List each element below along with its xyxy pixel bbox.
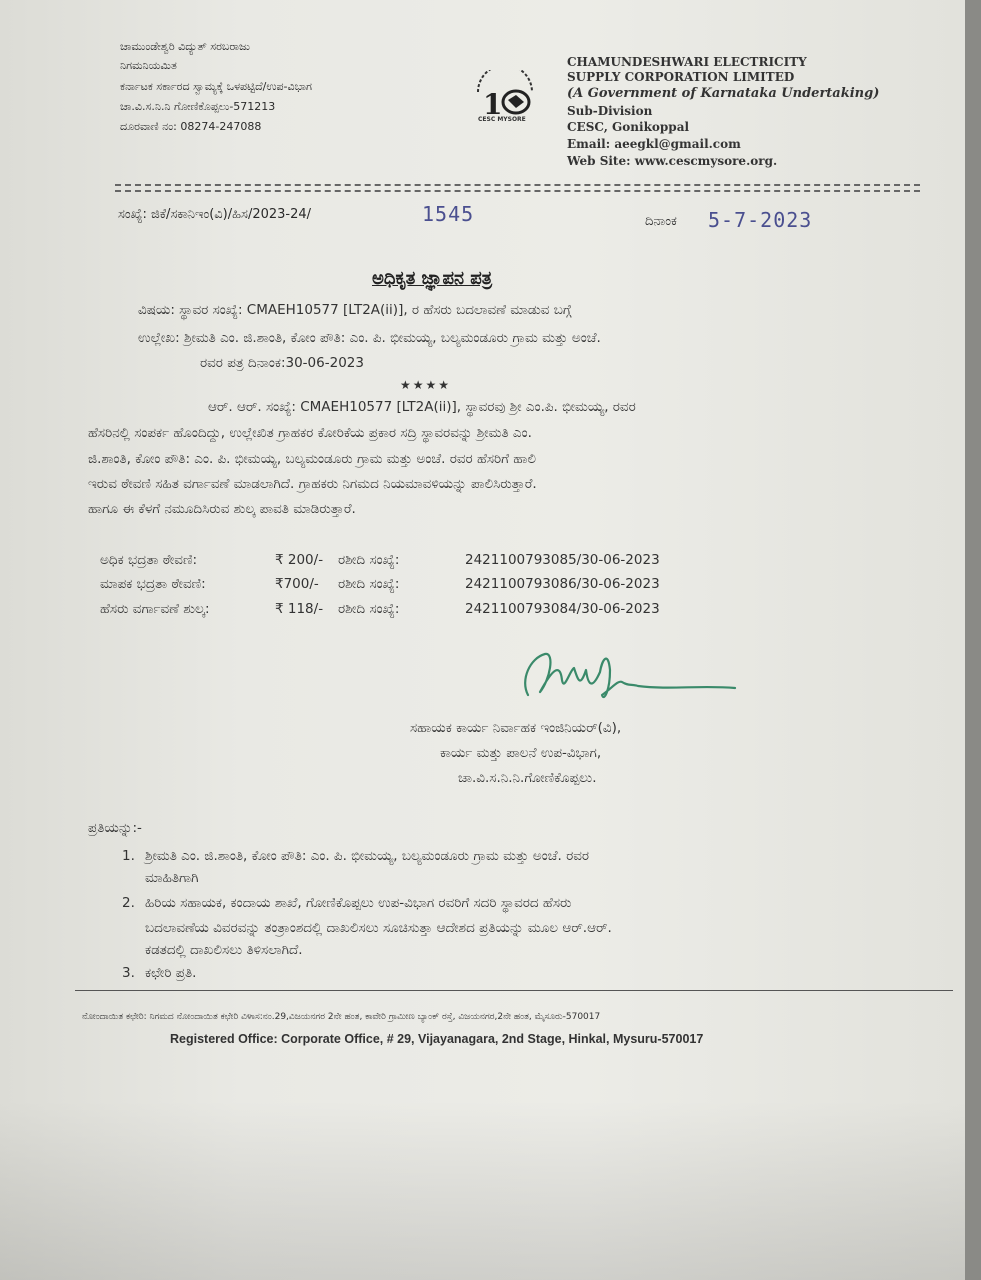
signatory-title-line-1: ಸಹಾಯಕ ಕಾರ್ಯ ನಿರ್ವಾಹಕ ಇಂಜಿನಿಯರ್(ವಿ),: [410, 720, 622, 736]
subject-line: ವಿಷಯ: ಸ್ಥಾವರ ಸಂಖ್ಯೆ: CMAEH10577 [LT2A(ii)], ರ ಹೆಸರು ಬದಲಾವಣೆ ಮಾಡುವ ಬಗ್ಗೆ: [138, 302, 572, 318]
header-en-line-6: Email: aeegkl@gmail.com: [567, 137, 741, 151]
fee-amount: ₹700/-: [275, 576, 319, 592]
logo-caption: CESC MYSORE: [478, 116, 526, 123]
footer-rule: [75, 990, 953, 991]
footer-kn-address: ನೋಂದಾಯಿತ ಕಛೇರಿ: ನಿಗಮದ ನೋಂದಾಯಿತ ಕಛೇರಿ ವಿಳಾಸ:ನಂ.29,ವಿಜಯನಗರ 2ನೇ ಹಂತ, ಕಾವೇರಿ ಗ್ರಾಮೀಣ ಬ್ಯಾಂಕ್ ರಸ್ತೆ, ವಿಜಯನಗರ,2ನೇ ಹಂತ, ಮೈಸೂರು-570017: [82, 1012, 601, 1022]
header-en-line-1: CHAMUNDESHWARI ELECTRICITY: [567, 55, 807, 69]
header-en-line-5: CESC, Gonikoppal: [567, 120, 690, 134]
body-line-4: ಇರುವ ಠೇವಣಿ ಸಹಿತ ವರ್ಗಾವಣೆ ಮಾಡಲಾಗಿದೆ. ಗ್ರಾಹಕರು ನಿಗಮದ ನಿಯಮಾವಳಿಯನ್ನು ಪಾಲಿಸಿರುತ್ತಾರೆ.: [88, 476, 537, 492]
header-kn-line-3: ಕರ್ನಾಟಕ ಸರ್ಕಾರದ ಸ್ವಾಮ್ಯಕ್ಕೆ ಒಳಪಟ್ಟಿದೆ/ಉಪ-ವಿಭಾಗ: [120, 80, 312, 93]
fee-label: ಅಧಿಕ ಭದ್ರತಾ ಠೇವಣಿ:: [100, 552, 198, 568]
footer-en-address: Registered Office: Corporate Office, # 29, Vijayanagara, 2nd Stage, Hinkal, Mysuru-570017: [170, 1032, 704, 1046]
fee-receipt-number: 2421100793084/30-06-2023: [465, 601, 660, 617]
cesc-logo: [470, 70, 540, 130]
copy-line: ಮಾಹಿತಿಗಾಗಿ: [145, 870, 199, 886]
body-line-5: ಹಾಗೂ ಈ ಕೆಳಗೆ ನಮೂದಿಸಿರುವ ಶುಲ್ಕ ಪಾವತಿ ಮಾಡಿರುತ್ತಾರೆ.: [88, 501, 356, 517]
header-kn-line-4: ಚಾ.ವಿ.ಸ.ನಿ.ನಿ ಗೋಣಿಕೊಪ್ಪಲು-571213: [120, 100, 276, 113]
fee-label: ಮಾಪಕ ಭದ್ರತಾ ಠೇವಣಿ:: [100, 576, 206, 592]
fee-receipt-number: 2421100793085/30-06-2023: [465, 552, 660, 568]
header-kn-line-1: ಚಾಮುಂಡೇಶ್ವರಿ ವಿದ್ಯುತ್ ಸರಬರಾಜು: [120, 40, 250, 53]
page-shadow: [0, 1100, 965, 1280]
copy-number: 3.: [122, 965, 135, 981]
copy-line: ಕಡತದಲ್ಲಿ ದಾಖಲಿಸಲು ತಿಳಿಸಲಾಗಿದೆ.: [145, 942, 303, 958]
separator-stars: ★★★★: [400, 378, 452, 392]
copy-line: ಬದಲಾವಣೆಯ ವಿವರವನ್ನು ತಂತ್ರಾಂಶದಲ್ಲಿ ದಾಖಲಿಸಲು ಸೂಚಿಸುತ್ತಾ ಆದೇಶದ ಪ್ರತಿಯನ್ನು ಮೂಲ ಆರ್.ಆರ್.: [145, 920, 612, 936]
body-line-1: ಆರ್. ಆರ್. ಸಂಖ್ಯೆ: CMAEH10577 [LT2A(ii)], ಸ್ಥಾವರವು ಶ್ರೀ ಎಂ.ಪಿ. ಭೀಮಯ್ಯ, ರವರ: [208, 399, 636, 415]
copies-label: ಪ್ರತಿಯನ್ನು:-: [88, 820, 142, 836]
fee-label: ಹೆಸರು ವರ್ಗಾವಣೆ ಶುಲ್ಕ:: [100, 601, 210, 617]
header-en-line-3: (A Government of Karnataka Undertaking): [567, 86, 880, 101]
header-kn-line-2: ನಿಗಮನಿಯಮಿತ: [120, 59, 177, 72]
page-title: ಅಧಿಕೃತ ಜ್ಞಾಪನ ಪತ್ರ: [372, 268, 493, 289]
header-separator-1: [115, 184, 920, 186]
signature: [510, 640, 740, 710]
body-line-3: ಜಿ.ಶಾಂತಿ, ಕೋಂ ಪೌತಿ: ಎಂ. ಪಿ. ಭೀಮಯ್ಯ, ಬಲ್ಯಮಂಡೂರು ಗ್ರಾಮ ಮತ್ತು ಅಂಚೆ. ರವರ ಹೆಸರಿಗೆ ಹಾಲಿ: [88, 451, 537, 467]
header-separator-2: [115, 190, 920, 192]
svg-text:1: 1: [483, 88, 503, 121]
copy-number: 1.: [122, 848, 135, 864]
fee-amount: ₹ 118/-: [275, 601, 324, 617]
ref-number-handwritten: 1545: [422, 202, 475, 226]
copy-line: ಕಛೇರಿ ಪ್ರತಿ.: [145, 965, 197, 981]
fee-receipt-label: ರಶೀದಿ ಸಂಖ್ಯೆ:: [338, 552, 400, 568]
copy-line: ಹಿರಿಯ ಸಹಾಯಕ, ಕಂದಾಯ ಶಾಖೆ, ಗೋಣಿಕೊಪ್ಪಲು ಉಪ-ವಿಭಾಗ ರವರಿಗೆ ಸದರಿ ಸ್ಥಾವರದ ಹೆಸರು: [145, 895, 572, 911]
ref-number-label: ಸಂಖ್ಯೆ: ಜಿಕೆ/ಸಕಾನಿಇಂ(ವಿ)/ಹಿಸ/2023-24/: [118, 207, 312, 222]
header-en-line-7: Web Site: www.cescmysore.org.: [567, 154, 778, 168]
copy-number: 2.: [122, 895, 135, 911]
reference-line-2: ರವರ ಪತ್ರ ದಿನಾಂಕ:30-06-2023: [200, 355, 364, 371]
signatory-title-line-3: ಚಾ.ವಿ.ಸ.ನಿ.ನಿ.ಗೋಣಿಕೊಪ್ಪಲು.: [458, 770, 597, 786]
header-en-line-2: SUPPLY CORPORATION LIMITED: [567, 70, 795, 84]
fee-receipt-number: 2421100793086/30-06-2023: [465, 576, 660, 592]
header-kn-line-5: ದೂರವಾಣಿ ನಂ: 08274-247088: [120, 120, 262, 133]
copy-line: ಶ್ರೀಮತಿ ಎಂ. ಜಿ.ಶಾಂತಿ, ಕೋಂ ಪೌತಿ: ಎಂ. ಪಿ. ಭೀಮಯ್ಯ, ಬಲ್ಯಮಂಡೂರು ಗ್ರಾಮ ಮತ್ತು ಅಂಚೆ. ರವರ: [145, 848, 590, 864]
signatory-title-line-2: ಕಾರ್ಯ ಮತ್ತು ಪಾಲನೆ ಉಪ-ವಿಭಾಗ,: [440, 745, 602, 761]
fee-receipt-label: ರಶೀದಿ ಸಂಖ್ಯೆ:: [338, 576, 400, 592]
reference-line-1: ಉಲ್ಲೇಖ: ಶ್ರೀಮತಿ ಎಂ. ಜಿ.ಶಾಂತಿ, ಕೋಂ ಪೌತಿ: ಎಂ. ಪಿ. ಭೀಮಯ್ಯ, ಬಲ್ಯಮಂಡೂರು ಗ್ರಾಮ ಮತ್ತು ಅಂಚೆ.: [138, 330, 601, 346]
body-line-2: ಹೆಸರಿನಲ್ಲಿ ಸಂಪರ್ಕ ಹೊಂದಿದ್ದು, ಉಲ್ಲೇಖಿತ ಗ್ರಾಹಕರ ಕೋರಿಕೆಯ ಪ್ರಕಾರ ಸದ್ರಿ ಸ್ಥಾವರವನ್ನು ಶ್ರೀಮತಿ ಎಂ.: [88, 425, 532, 441]
fee-amount: ₹ 200/-: [275, 552, 324, 568]
header-en-line-4: Sub-Division: [567, 104, 653, 118]
fee-receipt-label: ರಶೀದಿ ಸಂಖ್ಯೆ:: [338, 601, 400, 617]
date-handwritten: 5-7-2023: [708, 208, 813, 232]
date-label: ದಿನಾಂಕ: [645, 214, 677, 229]
